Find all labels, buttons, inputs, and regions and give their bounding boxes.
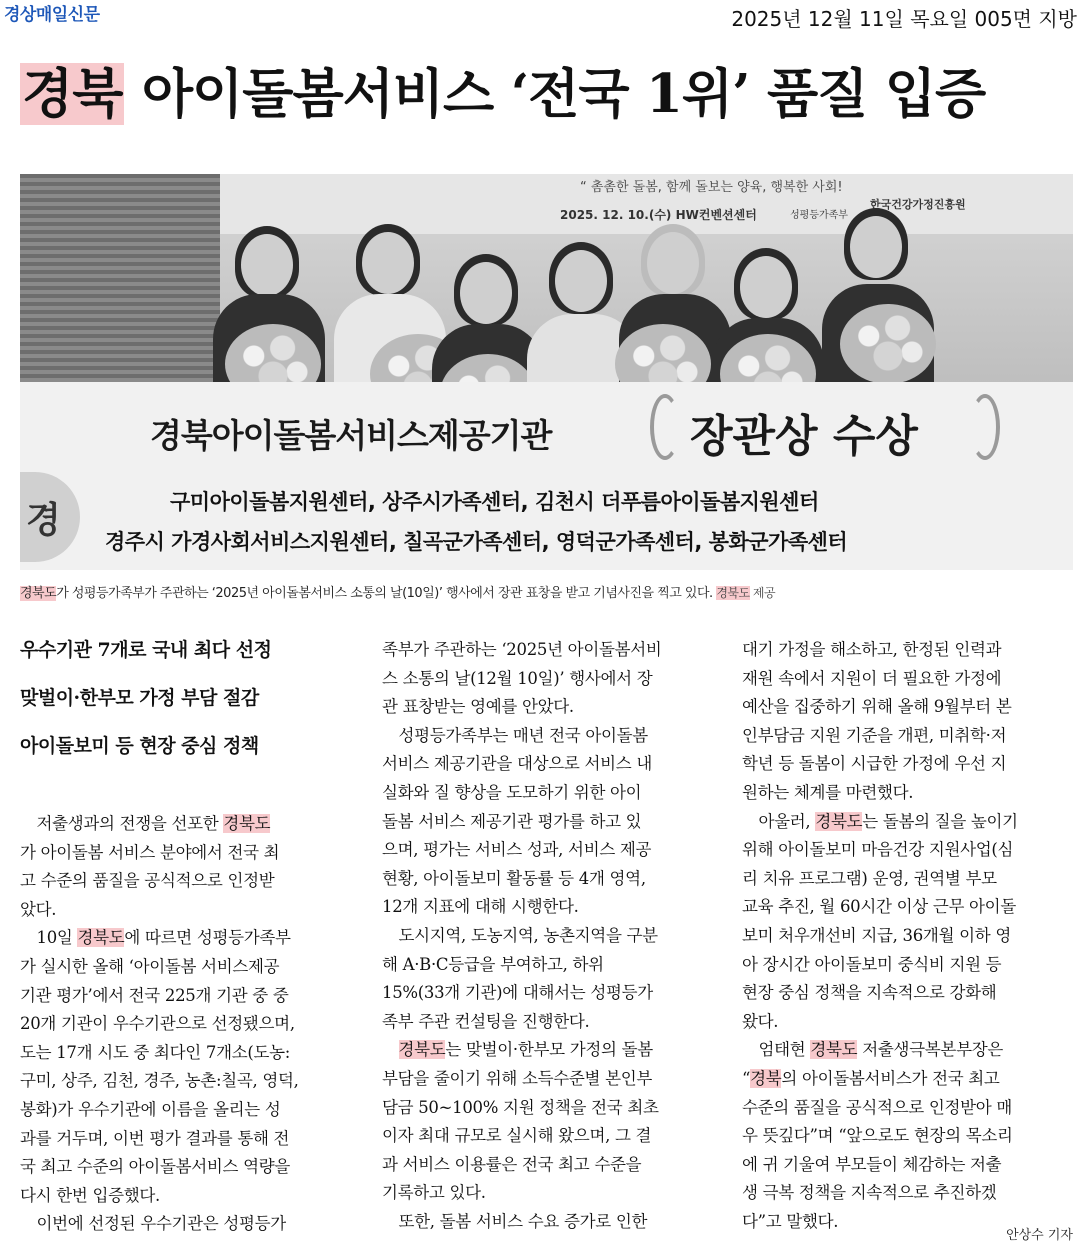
line-text: 수준의 품질을 공식적으로 인정받아 매 bbox=[742, 1097, 1013, 1117]
line-text: 의 아이돌봄서비스가 전국 최고 bbox=[781, 1068, 1000, 1088]
article-line bbox=[382, 1122, 722, 1151]
line-text: 과를 거두며, 이번 평가 결과를 통해 전 bbox=[20, 1128, 290, 1148]
line-text: 가 실시한 올해 ‘아이돌봄 서비스제공 bbox=[20, 956, 280, 976]
laurel-left-icon bbox=[650, 394, 680, 460]
article-line bbox=[742, 1036, 1072, 1065]
line-text: 보미 처우개선비 지급, 36개월 이하 영 bbox=[742, 925, 1012, 945]
article-line bbox=[742, 665, 1072, 694]
article-subheads bbox=[20, 638, 360, 782]
line-text: 으며, 평가는 서비스 성과, 서비스 제공 bbox=[382, 840, 652, 860]
line-text: 예산을 집중하기 위해 올해 9월부터 본 bbox=[742, 697, 1012, 717]
article-line bbox=[742, 951, 1072, 980]
backdrop-org-agency: 한국건강가정진흥원 bbox=[870, 198, 966, 211]
article-line bbox=[382, 922, 722, 951]
line-text: 기관 평가’에서 전국 225개 기관 중 중 bbox=[20, 985, 289, 1005]
backdrop-org-ministry: 성평등가족부 bbox=[790, 210, 848, 221]
line-text: 에 따르면 성평등가족부 bbox=[124, 928, 291, 948]
article-line bbox=[382, 951, 722, 980]
line-text: 15%(33개 기관)에 대해서는 성평등가 bbox=[382, 983, 653, 1003]
article-line bbox=[742, 1122, 1072, 1151]
line-text: 이번에 선정된 우수기관은 성평등가 bbox=[36, 1214, 286, 1234]
line-text: 저출생극복본부장은 bbox=[857, 1040, 1003, 1060]
article-column-3 bbox=[742, 636, 1072, 1236]
banner-winners-line-1: 구미아이돌봄지원센터, 상주시가족센터, 김천시 더푸름아이돌봄지원센터 bbox=[170, 490, 819, 514]
line-text: 위해 아이돌보미 마음건강 지원사업(심 bbox=[742, 840, 1014, 860]
line-highlight: 경북도 bbox=[223, 814, 271, 833]
article-column-2 bbox=[382, 636, 722, 1236]
line-text: 엄태현 bbox=[758, 1040, 811, 1060]
photo-caption bbox=[20, 582, 775, 601]
article-line bbox=[382, 1065, 722, 1094]
line-text: 이자 최대 규모로 실시해 왔으며, 그 결 bbox=[382, 1126, 652, 1146]
backdrop-event-info: 2025. 12. 10.(수) HW컨벤션센터 bbox=[560, 208, 757, 222]
line-text: 기록하고 있다. bbox=[382, 1183, 486, 1203]
caption-credit-highlight: 경북도 bbox=[716, 586, 750, 600]
subhead: 아이돌보미 등 현장 중심 정책 bbox=[20, 735, 259, 757]
article-line bbox=[742, 836, 1072, 865]
line-text: 족부가 주관하는 ‘2025년 아이돌봄서비 bbox=[382, 640, 662, 659]
article-line bbox=[382, 1094, 722, 1123]
line-highlight: 경북도 bbox=[398, 1040, 446, 1060]
article-line bbox=[20, 953, 299, 982]
article-photo bbox=[20, 174, 1073, 570]
line-text: 돌봄 서비스 제공기관 평가를 하고 있 bbox=[382, 811, 642, 831]
line-text: 고 수준의 품질을 공식적으로 인정받 bbox=[20, 871, 275, 891]
banner-award-text: 장관상 수상 bbox=[690, 411, 918, 462]
article-line bbox=[742, 1065, 1072, 1094]
line-highlight: 경북도 bbox=[77, 928, 125, 948]
line-text: 생 극복 정책을 지속적으로 추진하겠 bbox=[742, 1183, 997, 1203]
article-line bbox=[742, 779, 1072, 808]
article-line bbox=[20, 867, 299, 896]
article-line bbox=[742, 865, 1072, 894]
line-text: 도시지역, 도농지역, 농촌지역을 구분 bbox=[398, 925, 658, 945]
line-text: 왔다. bbox=[742, 1011, 779, 1031]
article-line bbox=[742, 636, 1072, 665]
line-text: 12개 지표에 대해 시행한다. bbox=[382, 897, 579, 917]
article-line bbox=[20, 924, 299, 953]
article-line bbox=[20, 1039, 299, 1068]
award-banner bbox=[20, 382, 1073, 570]
line-text: 스 소통의 날(12월 10일)’ 행사에서 장 bbox=[382, 668, 653, 688]
banner-winners-line-2: 경주시 가경사회서비스지원센터, 칠곡군가족센터, 영덕군가족센터, 봉화군가족센터 bbox=[105, 530, 848, 554]
article-line bbox=[20, 839, 299, 868]
line-text: 서비스 제공기관을 대상으로 서비스 내 bbox=[382, 754, 653, 774]
article-line bbox=[382, 636, 722, 665]
article-column-1 bbox=[20, 810, 299, 1239]
line-text: 현장 중심 정책을 지속적으로 강화해 bbox=[742, 983, 997, 1003]
line-text: 해 A·B·C등급을 부여하고, 하위 bbox=[382, 954, 604, 974]
line-text: 에 귀 기울여 부모들이 체감하는 저출 bbox=[742, 1154, 1002, 1174]
headline-highlight: 경북 bbox=[22, 63, 123, 125]
photo-wall-panel bbox=[20, 174, 220, 394]
caption-credit: 제공 bbox=[749, 586, 776, 600]
article-line bbox=[742, 808, 1072, 837]
article-headline bbox=[20, 58, 985, 130]
line-text: 성평등가족부는 매년 전국 아이돌봄 bbox=[398, 725, 648, 745]
caption-text: 가 성평등가족부가 주관하는 ‘2025년 아이돌봄서비스 소통의 날(10일)’ 행사에서 장관 표창을 받고 기념사진을 찍고 있다. bbox=[56, 586, 717, 601]
subhead: 우수기관 7개로 국내 최다 선정 bbox=[20, 639, 272, 661]
article-line bbox=[382, 750, 722, 779]
article-line bbox=[382, 1036, 722, 1065]
line-text: 또한, 돌봄 서비스 수요 증가로 인한 bbox=[398, 1211, 648, 1231]
banner-award-box bbox=[650, 394, 1000, 460]
article-line bbox=[382, 779, 722, 808]
line-text: 는 돌봄의 질을 높이기 bbox=[862, 811, 1018, 831]
line-text: 봉화)가 우수기관에 이름을 올리는 성 bbox=[20, 1099, 281, 1119]
article-line bbox=[382, 979, 722, 1008]
line-highlight: 경북도 bbox=[810, 1040, 858, 1060]
article-line bbox=[742, 750, 1072, 779]
article-line bbox=[742, 1094, 1072, 1123]
line-text: 재원 속에서 지원이 더 필요한 가정에 bbox=[742, 668, 1002, 688]
subhead: 맞벌이·한부모 가정 부담 절감 bbox=[20, 687, 259, 709]
laurel-right-icon bbox=[970, 394, 1000, 460]
line-text: 다시 한번 입증했다. bbox=[20, 1185, 160, 1205]
article-line bbox=[742, 1151, 1072, 1180]
paper-logo: 경상매일신문 bbox=[4, 5, 100, 25]
line-text: 대기 가정을 해소하고, 한정된 인력과 bbox=[742, 640, 1002, 659]
line-text: 족부 주관 컨설팅을 진행한다. bbox=[382, 1011, 590, 1031]
article-line bbox=[20, 896, 299, 925]
article-line bbox=[382, 722, 722, 751]
line-text: 과 서비스 이용률은 전국 최고 수준을 bbox=[382, 1154, 642, 1174]
article-line bbox=[382, 893, 722, 922]
line-text: 아울러, bbox=[758, 811, 816, 831]
masthead bbox=[0, 0, 1087, 40]
article-line bbox=[382, 665, 722, 694]
line-text: 는 맞벌이·한부모 가정의 돌봄 bbox=[445, 1040, 653, 1060]
article-line bbox=[742, 722, 1072, 751]
line-text: 실화와 질 향상을 도모하기 위한 아이 bbox=[382, 782, 642, 802]
line-text: 부담을 줄이기 위해 소득수준별 본인부 bbox=[382, 1068, 653, 1088]
line-highlight: 경북도 bbox=[815, 811, 863, 831]
line-text: 10일 bbox=[36, 928, 78, 948]
article-line bbox=[20, 982, 299, 1011]
banner-seal: 경 bbox=[20, 472, 80, 562]
article-line bbox=[742, 1008, 1072, 1037]
line-text: 다”고 말했다. bbox=[742, 1211, 839, 1231]
line-text: 관 표창받는 영예를 안았다. bbox=[382, 697, 574, 717]
article-line bbox=[742, 693, 1072, 722]
line-text: 가 아이돌봄 서비스 분야에서 전국 최 bbox=[20, 842, 280, 862]
line-text: 아 장시간 아이돌보미 중식비 지원 등 bbox=[742, 954, 1002, 974]
article-line bbox=[20, 1096, 299, 1125]
article-line bbox=[382, 1008, 722, 1037]
byline: 안상수 기자 bbox=[1006, 1228, 1073, 1243]
issue-date-info: 2025년 12월 11일 목요일 005면 지방 bbox=[731, 7, 1077, 31]
article-line bbox=[742, 979, 1072, 1008]
article-line bbox=[742, 893, 1072, 922]
article-line bbox=[20, 810, 299, 839]
line-highlight: 경북 bbox=[750, 1068, 782, 1088]
article-line bbox=[382, 865, 722, 894]
line-text: 담금 50~100% 지원 정책을 전국 최초 bbox=[382, 1097, 659, 1117]
article-line bbox=[20, 1125, 299, 1154]
line-text: 았다. bbox=[20, 899, 57, 919]
article-line bbox=[742, 1179, 1072, 1208]
article-line bbox=[20, 1010, 299, 1039]
caption-highlight: 경북도 bbox=[20, 586, 57, 601]
line-text: 인부담금 지원 기준을 개편, 미취학·저 bbox=[742, 725, 1007, 745]
article-line bbox=[382, 808, 722, 837]
line-text: 원하는 체계를 마련했다. bbox=[742, 782, 914, 802]
article-line bbox=[20, 1067, 299, 1096]
article-line bbox=[20, 1153, 299, 1182]
line-text: 20개 기관이 우수기관으로 선정됐으며, bbox=[20, 1014, 295, 1034]
line-text: 저출생과의 전쟁을 선포한 bbox=[36, 814, 224, 833]
article-line bbox=[742, 922, 1072, 951]
article-line bbox=[382, 1179, 722, 1208]
line-text: 리 치유 프로그램) 운영, 권역별 부모 bbox=[742, 868, 997, 888]
line-text: 도는 17개 시도 중 최다인 7개소(도농: bbox=[20, 1042, 291, 1062]
line-text: 구미, 상주, 김천, 경주, 농촌:칠곡, 영덕, bbox=[20, 1071, 299, 1091]
headline-text: 아이돌봄서비스 ‘전국 1위’ 품질 입증 bbox=[124, 63, 986, 125]
line-text: 우 뜻깊다”며 “앞으로도 현장의 목소리 bbox=[742, 1126, 1013, 1146]
article-line bbox=[382, 1208, 722, 1237]
banner-main-text: 경북아이돌봄서비스제공기관 bbox=[150, 416, 552, 455]
photo-backdrop bbox=[220, 174, 1073, 234]
backdrop-slogan: “ 촘촘한 돌봄, 함께 돌보는 양육, 행복한 사회! bbox=[580, 180, 843, 195]
article-line bbox=[20, 1210, 299, 1239]
article-line bbox=[382, 693, 722, 722]
line-text: “ bbox=[742, 1068, 751, 1088]
line-text: 국 최고 수준의 아이돌봄서비스 역량을 bbox=[20, 1157, 291, 1177]
line-text: 교육 추진, 월 60시간 이상 근무 아이돌 bbox=[742, 897, 1016, 917]
article-line bbox=[20, 1182, 299, 1211]
article-line bbox=[382, 1151, 722, 1180]
article-line bbox=[382, 836, 722, 865]
line-text: 학년 등 돌봄이 시급한 가정에 우선 지 bbox=[742, 754, 1007, 774]
line-text: 현황, 아이돌보미 활동률 등 4개 영역, bbox=[382, 868, 646, 888]
